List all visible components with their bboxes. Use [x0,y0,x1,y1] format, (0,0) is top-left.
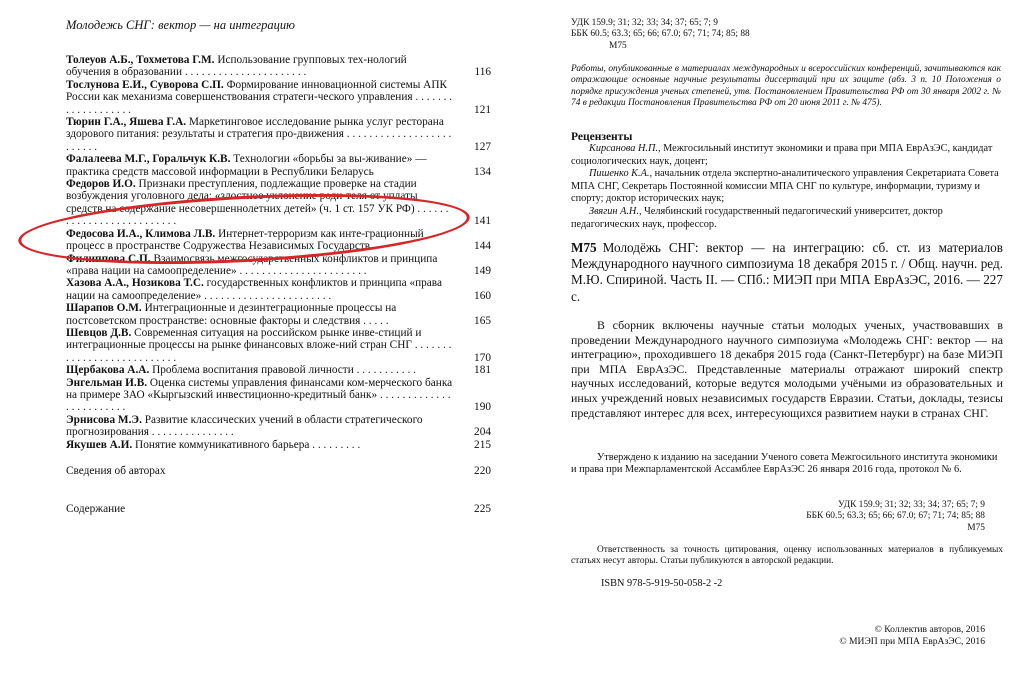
annotation: В сборник включены научные статьи молодых ученых, участвовавших в проведении Международного научного симпозиума «Молодежь СНГ: вектор — на интеграцию», проходившего 18 декабря 2015 года (Санкт-Петербург) на базе МИЭП при МПА ЕврАзЭС. Представленные материалы отражают широкий спектр научных исследований, которые ведутся молодыми учёными из образовательных и иных учреждений новых независимых государств Евразии. Статьи, доклады, тезисы представляют интерес для всех, интересующихся развитием науки в странах СНГ. [571,318,1003,420]
toc-page-number: 160 [474,289,491,302]
toc-title: Признаки преступления, подлежащие проверке на стадии возбуждения уголовного дела: «злостное уклонение роди-теля от уплаты средств на содержание несовершеннолетних детей» (ч. 1 ст. 157 УК РФ) [66,178,418,215]
toc-title: Технологии «борьбы за вы-живание» — практика средств массовой информации в Республики Беларусь [66,153,427,178]
toc-title: Оценка системы управления финансами ком-мерческого банка на примере ЗАО «Кыргызский инвестиционно-кредитный банк» [66,376,453,401]
toc-authors: Шевцов Д.В. [66,326,132,339]
toc-title: Проблема воспитания правовой личности [149,364,354,377]
toc-authors: Толеуов А.Б., Тохметова Г.М. [66,54,215,66]
toc-entry: Щербакова А.А. Проблема воспитания правовой личности . . . . . . . . . . . 181 [66,364,491,377]
toc-authors: Фалалеева М.Г., Горальчук К.В. [66,153,231,166]
left-page [0,0,515,690]
approval-note: Утверждено к изданию на заседании Ученого совета Межгосильного института экономики и права при Межпарламентской Ассамблее ЕврАзЭС 26 января 2016 года, протокол № 6. [571,452,998,476]
toc-authors: Эрнисова М.Э. [66,413,142,426]
toc-entry: Энгельман И.В. Оценка системы управления финансами ком-мерческого банка на примере ЗАО «Кыргызский инвестиционно-кредитный банк» . . . . . . . . . . . . . . . . . . . . . . . . 190 [66,376,491,414]
toc-authors: Тослунова Е.И., Суворова С.П. [66,78,224,91]
toc-entry-about-authors: Сведения об авторах 220 [66,465,491,477]
toc-page-number: 165 [474,314,491,327]
toc-entry: Шевцов Д.В. Современная ситуация на российском рынке инве-стиций и интеграционные процессы на рынке финансовых вложе-ний стран СНГ . . . . . . . . . . . . . . . . . . . . . . . . . . . 170 [66,326,491,364]
copyright: © Коллектив авторов, 2016 © МИЭП при МПА ЕврАзЭС, 2016 [839,624,985,647]
toc-title: Интернет-терроризм как инте-грационный процесс в пространстве Содружества Независимых Государств [66,227,424,253]
toc-entry-contents: Содержание 225 [66,503,491,516]
toc-page-number: 181 [474,364,491,377]
toc-authors: Филиппова С.П. [66,252,151,265]
toc-title: государственных конфликтов и принципа «права нации на самоопределение» [66,277,442,302]
toc-entry: Тослунова Е.И., Суворова С.П. Формирование инновационной системы АПК России как механизма совершенствования стратеги-ческого управления . . . . . . . . . . . . . . . . . . . 121 [66,78,491,116]
toc-authors: Хазова А.А., Нозикова Т.С. [66,277,204,290]
toc-page-number: 116 [474,66,491,79]
toc-page-number: 225 [474,503,491,516]
toc-title: Развитие классических учений в области стратегического прогнозирования [66,413,423,439]
toc-entry: Якушев А.И. Понятие коммуникативного барьера . . . . . . . . . 215 [66,438,491,451]
toc-page-number: 190 [474,401,491,414]
toc-entry [66,153,491,178]
toc-page-number: 141 [474,215,491,228]
udk-block-top: УДК 159.9; 31; 32; 33; 34; 37; 65; 7; 9 ББК 60.5; 63.3; 65; 66; 67.0; 67; 71; 74; 85; 88 М75 [571,18,750,51]
isbn: ISBN 978-5-919-50-058-2 -2 [601,578,723,589]
toc-entry: Толеуов А.Б., Тохметова Г.М. Использование групповых тех-нологий обучения в образовании . . . . . . . . . . . . . . . . . . . . . . 116 [66,54,491,79]
toc-authors: Энгельман И.В. [66,376,148,389]
toc-entry [66,228,491,253]
toc-page-number: 204 [474,426,491,439]
reviewer: Кирсанова Н.П., Межгосильный институт экономики и права при МПА ЕврАзЭС, кандидат социологических наук, доцент; [571,143,993,167]
right-page [515,0,1031,690]
certification-note: Работы, опубликованные в материалах международных и всероссийских конференций, зачитываются как отражающие основные научные результаты диссертаций при их защите (абз. 3 п. 10 Положения о порядке присуждения ученых степеней, утв. Постановлением Правительства РФ от 30 января 2002 г. № 74 в редакции Постановления Правительства РФ от 20 июня 2011 г. № 475). [571,64,1001,109]
toc-authors: Щербакова А.А. [66,364,150,377]
toc-entry: Филиппова С.П. Взаимосвязь межгосударственных конфликтов и принципа «права нации на самоопределение» . . . . . . . . . . . . . . . . . . . . . . . 149 [66,252,491,277]
toc-entry: Шарапов О.М. Интеграционные и дезинтеграционные процессы на постсоветском пространстве: основные факторы и следствия . . . . . 165 [66,302,491,327]
toc-authors: Шарапов О.М. [66,302,142,315]
toc-page-number: 144 [474,240,491,253]
reviewer: Звягин А.Н., Челябинский государственный педагогический университет, доктор педагогических наук, профессор. [571,205,943,230]
toc-page-number: 220 [474,465,491,477]
toc-page-number: 134 [474,165,491,178]
toc-title: Современная ситуация на российском рынке инве-стиций и интеграционные процессы на рынке финансовых вложе-ний стран СНГ [66,326,422,352]
responsibility-note: Ответственность за точность цитирования, оценку использованных материалов в публикуемых статьях несут авторы. Статьи публикуются в авторской редакции. [571,545,1003,567]
toc-authors: Федоров И.О. [66,178,136,191]
bibliographic-record: М75 Молодёжь СНГ: вектор — на интеграцию: сб. ст. из материалов Международного научного симпозиума 18 декабря 2015 г. / Общ. научн. ред. М.Ю. Спириной. Часть II. — СПб.: МИЭП при МПА ЕврАзЭС, 2016. — 227 с. [571,240,1003,304]
toc-title: Формирование инновационной системы АПК России как механизма совершенствования стратеги-ческого управления [66,78,448,104]
toc-entry: Федоров И.О. Признаки преступления, подлежащие проверке на стадии возбуждения уголовного дела: «злостное уклонение роди-теля от уплаты средств на содержание несовершеннолетних детей» (ч. 1 ст. 157 УК РФ) . . . . . . . . . . . . . . . . . . . . . . . . . . 141 [66,178,491,228]
toc-page-number: 127 [474,140,491,153]
table-of-contents [66,54,491,516]
toc-page-number: 215 [474,438,491,451]
toc-title: Маркетинговое исследование рынка услуг ресторана здорового питания: результаты и стратегия про-движения [66,116,444,141]
page-header: Молодежь СНГ: вектор — на интеграцию [66,18,295,32]
toc-entry: Эрнисова М.Э. Развитие классических учений в области стратегического прогнозирования . . . . . . . . . . . . . . . 204 [66,413,491,439]
toc-title: Взаимосвязь межгосударственных конфликтов и принципа «права нации на самоопределение» [66,252,438,277]
toc-entry: Тюрин Г.А., Яшева Г.А. Маркетинговое исследование рынка услуг ресторана здорового питания: результаты и стратегия про-движения . . . . . . . . . . . . . . . . . . . . . . . . . 127 [66,116,491,153]
toc-title: Использование групповых тех-нологий обучения в образовании [66,54,407,79]
reviewer: Пишенко К.А., начальник отдела экспертно-аналитического управления Секретариата Совета МПА СНГ, Секретарь Постоянной комиссии МПА СНГ по культуре, информации, туризму и спорту; доктор исторических наук; [571,168,999,205]
toc-page-number: 149 [474,264,491,277]
toc-authors: Якушев А.И. [66,438,133,451]
toc-authors: Тюрин Г.А., Яшева Г.А. [66,116,187,129]
toc-entry: Хазова А.А., Нозикова Т.С. государственных конфликтов и принципа «права нации на самоопределение» . . . . . . . . . . . . . . . . . . . . . . . 160 [66,277,491,302]
toc-title: Интеграционные и дезинтеграционные процессы на постсоветском пространстве: основные факторы и следствия [66,302,397,327]
toc-authors: Федосова И.А., Климова Л.В. [66,227,216,240]
toc-page-number: 121 [474,103,491,116]
toc-page-number: 170 [474,351,491,364]
toc-title: Понятие коммуникативного барьера [132,438,310,451]
reviewers-list [571,143,1003,231]
catalog-code: М75 [571,240,597,255]
reviewers-title: Рецензенты [571,131,633,143]
udk-block-bottom: УДК 159.9; 31; 32; 33; 34; 37; 65; 7; 9 ББК 60.5; 63.3; 65; 66; 67.0; 67; 71; 74; 85; 88 М75 [806,500,985,533]
